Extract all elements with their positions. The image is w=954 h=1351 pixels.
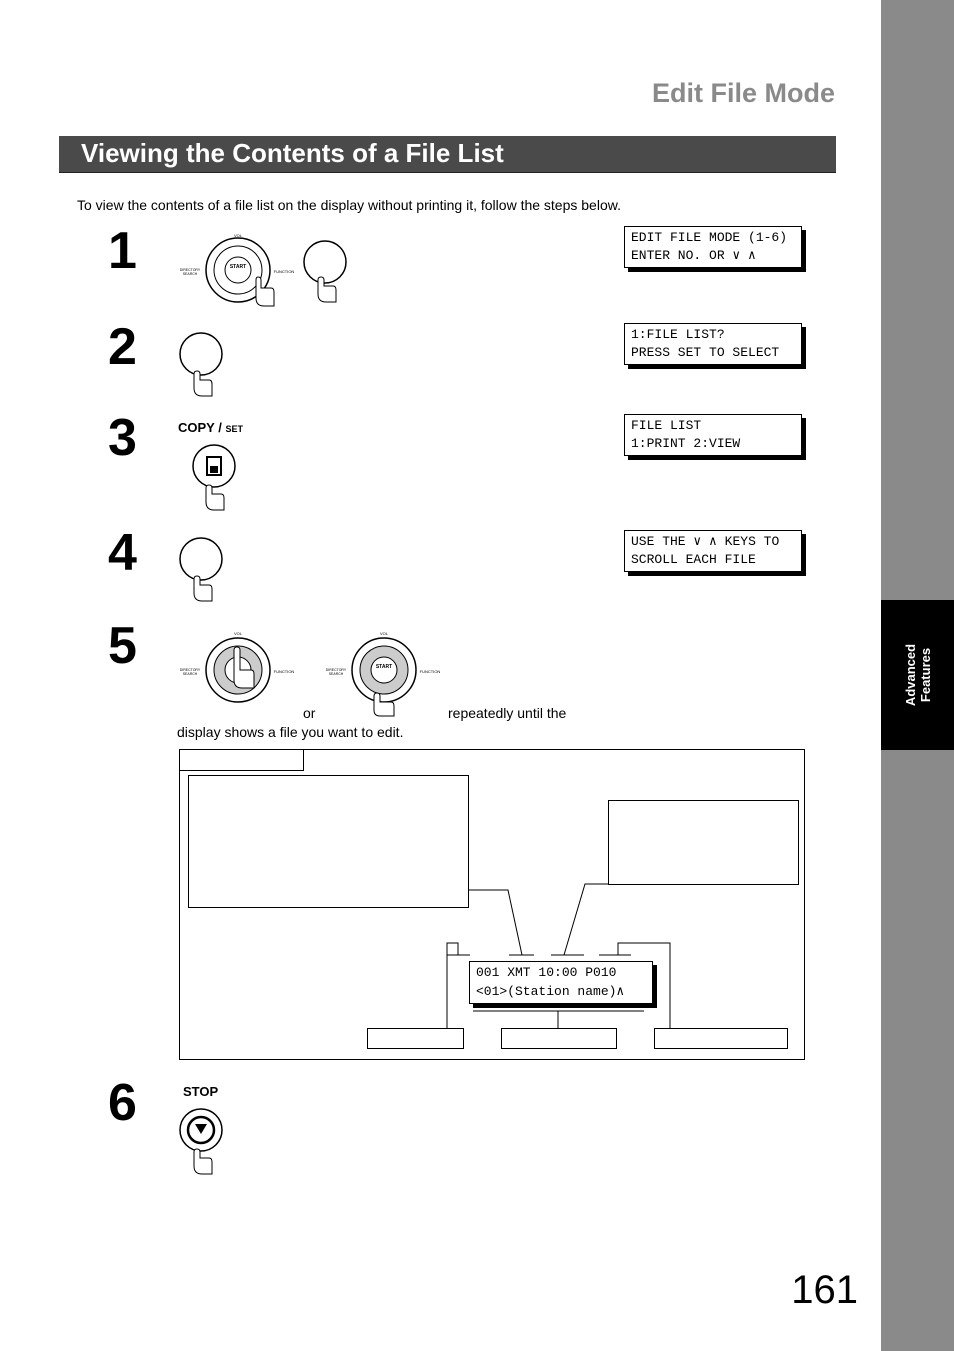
lcd-line2: 1:PRINT 2:VIEW bbox=[631, 436, 741, 451]
section-tab-line1: Advanced bbox=[902, 643, 918, 707]
section-tab-line2: Features bbox=[917, 647, 933, 703]
copy-set-key-icon bbox=[190, 442, 240, 514]
step-number: 3 bbox=[108, 409, 137, 467]
diagram-lcd-line2: <01>(Station name)∧ bbox=[476, 984, 625, 999]
step5-instruction: display shows a file you want to edit. bbox=[177, 724, 404, 740]
lcd-display bbox=[624, 530, 802, 572]
page-number: 161 bbox=[791, 1268, 858, 1312]
search-label: SEARCH bbox=[182, 672, 198, 676]
lcd-display bbox=[624, 414, 802, 456]
search-label: SEARCH bbox=[328, 672, 344, 676]
step-number: 1 bbox=[108, 222, 137, 280]
lcd-line1: FILE LIST bbox=[631, 418, 702, 433]
lcd-line1: EDIT FILE MODE (1-6) bbox=[631, 230, 788, 245]
function-label: FUNCTION bbox=[273, 669, 295, 674]
diagram-leader-lines bbox=[179, 749, 805, 1060]
directory-label: DIRECTORY bbox=[325, 668, 347, 672]
directory-label: DIRECTORY bbox=[179, 668, 201, 672]
search-label: SEARCH bbox=[182, 272, 198, 276]
diagram-label-box-3 bbox=[654, 1028, 788, 1049]
diagram-label-box-2 bbox=[501, 1028, 617, 1049]
section-title: Edit File Mode bbox=[651, 78, 835, 108]
control-panel-icon bbox=[176, 230, 306, 310]
vol-label: VOL bbox=[379, 631, 389, 636]
diagram-label-box-1 bbox=[367, 1028, 464, 1049]
page-heading-banner bbox=[59, 136, 836, 173]
step-number: 6 bbox=[108, 1074, 137, 1132]
lcd-line2: PRESS SET TO SELECT bbox=[631, 345, 780, 360]
directory-label: DIRECTORY bbox=[179, 268, 201, 272]
start-label: START bbox=[229, 264, 247, 270]
intro-text: To view the contents of a file list on the display without printing it, follow the steps below. bbox=[77, 197, 621, 213]
step-number: 2 bbox=[108, 318, 137, 376]
lcd-display bbox=[624, 226, 802, 268]
function-label: FUNCTION bbox=[273, 269, 295, 274]
step5-or: or bbox=[303, 705, 316, 721]
lcd-line1: 1:FILE LIST? bbox=[631, 327, 725, 342]
start-label: START bbox=[375, 664, 393, 670]
page-heading: Viewing the Contents of a File List bbox=[81, 138, 504, 168]
control-panel-up-key-icon bbox=[322, 626, 452, 718]
lcd-display bbox=[624, 323, 802, 365]
key-with-finger-icon bbox=[176, 535, 228, 607]
key-with-finger-icon bbox=[176, 330, 228, 402]
lcd-line1: USE THE ∨ ∧ KEYS TO bbox=[631, 534, 780, 549]
key-with-finger-icon bbox=[300, 238, 352, 308]
lcd-line2: SCROLL EACH FILE bbox=[631, 552, 756, 567]
step-number: 4 bbox=[108, 524, 137, 582]
function-label: FUNCTION bbox=[419, 669, 441, 674]
set-label: SET bbox=[225, 424, 243, 434]
lcd-line2: ENTER NO. OR ∨ ∧ bbox=[631, 248, 756, 263]
step-number: 5 bbox=[108, 617, 137, 675]
stop-key-icon bbox=[176, 1106, 228, 1178]
section-tab bbox=[881, 600, 954, 750]
diagram-lcd-display bbox=[469, 961, 653, 1004]
vol-label: VOL bbox=[233, 631, 243, 636]
control-panel-down-key-icon bbox=[176, 626, 306, 718]
copy-label: COPY / bbox=[178, 420, 222, 435]
stop-key-label: STOP bbox=[183, 1084, 219, 1099]
vol-label: VOL bbox=[233, 233, 243, 238]
copy-set-key-label bbox=[178, 420, 243, 435]
step5-repeat: repeatedly until the bbox=[448, 705, 567, 721]
diagram-lcd-line1: 001 XMT 10:00 P010 bbox=[476, 965, 617, 980]
